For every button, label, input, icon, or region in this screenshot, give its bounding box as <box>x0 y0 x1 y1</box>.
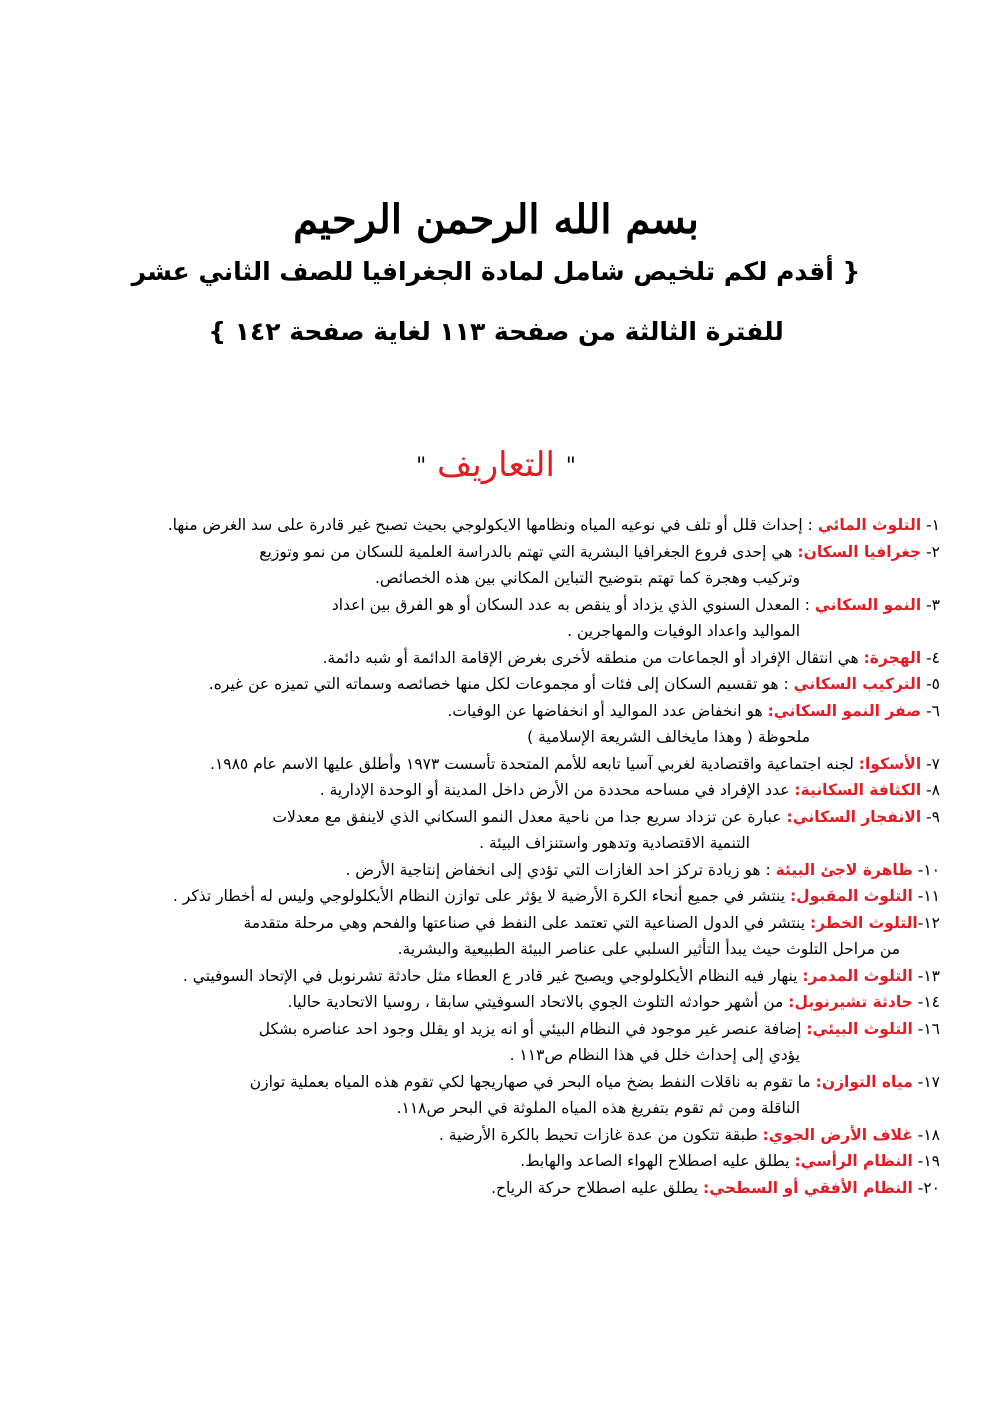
definition-continuation: الناقلة ومن ثم تقوم بتفريغ هذه المياه الملوثة في البحر ص١١٨. <box>396 1099 800 1117</box>
definition-term: التلوث المدمر: <box>802 966 913 985</box>
definition-number: ٤- <box>921 648 940 667</box>
quote-mark-right: " <box>565 454 576 479</box>
definition-item <box>40 592 940 619</box>
definition-item <box>40 1175 940 1202</box>
definition-item <box>40 1016 940 1043</box>
definition-text: إضافة عنصر غير موجود في النظام البيئي أو انه يزيد او يقلل وجود احد عناصره بشكل <box>258 1019 807 1038</box>
definition-text: لجنه اجتماعية واقتصادية لغربي آسيا تابعه للأمم المتحدة تأسست ١٩٧٣ وأطلق عليها الاسم عام ١٩٨٥. <box>210 754 859 773</box>
definition-item <box>40 1122 940 1149</box>
definition-number: ١٤- <box>912 993 940 1011</box>
definition-term: التلوث الخطر: <box>810 913 918 932</box>
definition-term: الهجرة: <box>863 648 922 667</box>
definition-item <box>40 1069 940 1096</box>
definition-text: يطلق عليه اصطلاح الهواء الصاعد والهابط. <box>520 1152 795 1170</box>
definition-term: صفر النمو السكاني: <box>767 701 922 720</box>
definition-item <box>40 910 940 937</box>
definition-number: ١٨- <box>912 1125 940 1144</box>
definition-term: التلوث المقبول: <box>789 887 913 905</box>
definition-text: من أشهر حوادثه التلوث الجوي بالاتحاد السوفيتي سابقا ، روسيا الاتحادية حاليا. <box>287 993 789 1011</box>
definition-text: يطلق عليه اصطلاح حركة الرياح. <box>491 1178 704 1197</box>
section-heading <box>0 440 992 492</box>
definition-number: ٢٠- <box>912 1178 940 1197</box>
definition-term: ظاهرة لاجئ البيئة <box>775 860 913 879</box>
definition-term: الانفجار السكاني: <box>786 807 922 826</box>
definition-term: النظام الرأسي: <box>794 1152 913 1170</box>
definition-text: : هو تقسيم السكان إلى فئات أو مجموعات لكل منها خصائصه وسماته التي تميزه عن غيره. <box>208 675 794 693</box>
definition-text: ينتشر في جميع أنحاء الكرة الأرضية لا يؤثر على توازن النظام الأيكلولوجي وليس له أخطار تذكر . <box>172 887 790 905</box>
quote-mark-left: " <box>416 454 427 479</box>
definition-item <box>40 751 940 778</box>
definition-number: ٧- <box>921 754 940 773</box>
definition-item <box>40 671 940 698</box>
definition-continuation: وتركيب وهجرة كما تهتم بتوضيح التباين المكاني بين هذه الخصائص. <box>374 569 800 587</box>
definition-text: ما تقوم به ناقلات النفط بضخ مياه البحر في صهاريجها لكي تقوم هذه المياه بعملية توازن <box>249 1072 816 1091</box>
definition-number: ١٠- <box>912 860 940 879</box>
definition-number: ١٧- <box>912 1072 940 1091</box>
definition-item <box>40 512 940 539</box>
definition-text: طبقة تتكون من عدة غازات تحيط بالكرة الأرضية . <box>438 1125 763 1144</box>
definition-item <box>40 698 940 725</box>
definition-number: ٣- <box>921 595 940 614</box>
definition-item <box>40 645 940 672</box>
definition-number: ١- <box>921 516 940 534</box>
definition-item <box>40 883 940 910</box>
definition-text: هو انخفاض عدد المواليد أو انخفاضها عن الوفيات. <box>447 701 768 720</box>
definition-number: ١٦- <box>912 1019 940 1038</box>
definition-term: جغرافيا السكان: <box>797 542 922 561</box>
definition-number: ١١- <box>912 887 940 905</box>
definition-term: مياه التوازن: <box>815 1072 913 1091</box>
title-line-1: { أقدم لكم تلخيص شامل لمادة الجغرافيا للصف الثاني عشر <box>131 257 861 286</box>
definition-item <box>40 989 940 1016</box>
definition-text: عبارة عن تزداد سريع جدا من ناحية معدل النمو السكاني الذي لاينفق مع معدلات <box>272 807 787 826</box>
definition-number: ٨- <box>921 781 940 799</box>
definition-number: ١٩- <box>912 1152 940 1170</box>
definition-term: النظام الأفقي أو السطحي: <box>703 1178 913 1197</box>
definition-item <box>40 857 940 884</box>
definition-item <box>40 777 940 804</box>
definition-text: ينتشر في الدول الصناعية التي تعتمد على النفط في صناعتها والفحم وهي مرحلة متقدمة <box>243 913 811 932</box>
definition-term: التركيب السكاني <box>793 675 922 693</box>
definition-term: النمو السكاني <box>814 595 922 614</box>
definition-term: الأسكوا: <box>858 754 922 773</box>
definition-term: حادثة تشيرنوبل: <box>788 993 913 1011</box>
definition-text: عدد الإفراد في مساحه محددة من الأرض داخل المدينة أو الوحدة الإدارية . <box>319 781 795 799</box>
definition-text: ينهار فيه النظام الأيكلولوجي ويصبح غير قادر ع العطاء مثل حادثة تشرنوبل في الإتحاد السوفيتي . <box>182 966 803 985</box>
definition-term: غلاف الأرض الجوي: <box>762 1125 913 1144</box>
definition-text: : هو زيادة تركز احد الغازات التي تؤدي إلى انخفاض إنتاجية الأرض . <box>345 860 776 879</box>
definition-continuation: التنمية الاقتصادية وتدهور واستنزاف البيئة . <box>479 834 750 852</box>
definition-item <box>40 539 940 566</box>
definition-continuation: يؤدي إلى إحداث خلل في هذا النظام ص١١٣ . <box>509 1046 800 1064</box>
definition-note: ملحوظة ( وهذا مايخالف الشريعة الإسلامية ) <box>527 728 810 746</box>
definition-number: ١٣- <box>912 966 940 985</box>
definition-text: : المعدل السنوي الذي يزداد أو ينقص به عدد السكان أو هو الفرق بين اعداد <box>331 595 815 614</box>
definition-term: الكثافة السكانية: <box>794 781 922 799</box>
definition-number: ٥- <box>921 675 940 693</box>
basmala-heading: بسم الله الرحمن الرحيم <box>293 196 699 243</box>
definition-number: ١٢- <box>917 913 940 932</box>
definition-number: ٩- <box>921 807 940 826</box>
definition-number: ٢- <box>921 542 940 561</box>
definition-continuation: المواليد واعداد الوفيات والمهاجرين . <box>567 622 800 640</box>
definition-item <box>40 804 940 831</box>
section-heading-text: التعاريف <box>437 445 555 485</box>
definition-text: : إحداث قلل أو تلف في نوعيه المياه ونظامها الايكولوجي بحيث تصبح غير قادرة على سد الغرض منها. <box>167 516 818 534</box>
definition-number: ٦- <box>921 701 940 720</box>
title-line-2: للفترة الثالثة من صفحة ١١٣ لغاية صفحة ١٤٢ } <box>208 317 784 346</box>
definition-item <box>40 1148 940 1175</box>
definition-item <box>40 963 940 990</box>
definition-term: التلوث البيئي: <box>806 1019 913 1038</box>
definition-continuation: من مراحل التلوث حيث يبدأ التأثير السلبي على عناصر البيئة الطبيعية والبشرية. <box>397 940 900 958</box>
definition-text: هي انتقال الإفراد أو الجماعات من منطقه لأخرى بغرض الإقامة الدائمة أو شبه دائمة. <box>322 648 864 667</box>
definitions-list <box>40 512 940 1201</box>
definition-term: التلوث المائي <box>817 516 922 534</box>
definition-text: هي إحدى فروع الجغرافيا البشرية التي تهتم بالدراسة العلمية للسكان من نمو وتوزيع <box>259 542 798 561</box>
